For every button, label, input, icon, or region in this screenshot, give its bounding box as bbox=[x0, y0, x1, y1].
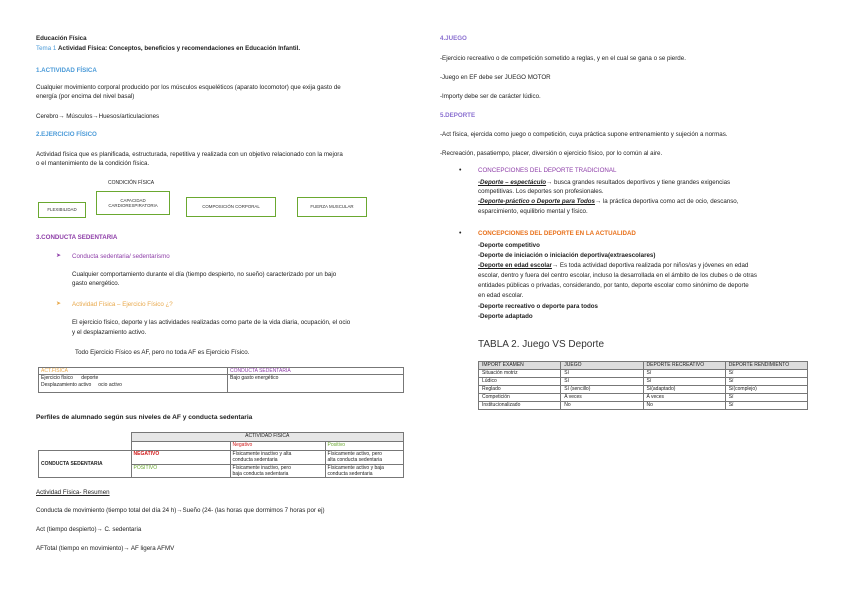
s3-note: Todo Ejercicio Físico es AF, pero no toda AF es Ejercicio Físico. bbox=[75, 349, 250, 356]
diagram-box-composition: COMPOSICIÓN CORPORAL bbox=[186, 197, 276, 217]
profiles-negative-row: NEGATIVO bbox=[131, 451, 230, 465]
diagram-box-capacity bbox=[96, 191, 170, 215]
s3-b1-text-2: gasto energético. bbox=[72, 280, 120, 287]
table-header-cell: DEPORTE RENDIMIENTO bbox=[725, 362, 807, 370]
profiles-af-header: ACTIVIDAD FÍSICA bbox=[131, 433, 404, 442]
table-row bbox=[479, 394, 808, 402]
arrow-bullet-icon: ➤ bbox=[56, 301, 62, 307]
af-item: Ejercicio físico bbox=[41, 375, 73, 382]
table-cell: No bbox=[643, 402, 725, 410]
profiles-row-label: CONDUCTA SEDENTARIA bbox=[39, 451, 132, 478]
s1-text-line-2: energía (por encima del nivel basal) bbox=[36, 93, 135, 100]
profile-text: alta conducta sedentaria bbox=[327, 457, 382, 464]
capacity-line-2: CARDIORESPIRATORIA bbox=[108, 203, 158, 208]
sedentary-header: CONDUCTA SEDENTARIA bbox=[228, 368, 404, 375]
arrow-right-icon: → bbox=[96, 526, 103, 533]
table-header-cell: IMPORT EXAMEN bbox=[479, 362, 561, 370]
table-cell: Sí bbox=[725, 394, 807, 402]
table-cell: Competición bbox=[479, 394, 561, 402]
summary-title: Actividad Física- Resumen bbox=[36, 489, 110, 496]
arrow-right-icon: → bbox=[551, 262, 559, 269]
profiles-title: Perfiles de alumnado según sus niveles de AF y conducta sedentaria bbox=[36, 414, 253, 421]
section-2-title: 2.EJERCICIO FÍSICO bbox=[36, 131, 97, 138]
table-row bbox=[479, 370, 808, 378]
act-term: -Deporte en edad escolar bbox=[478, 262, 552, 269]
profiles-positive-row: POSITIVO bbox=[131, 464, 230, 478]
s4-line-1: -Ejercicio recreativo o de competición sometido a reglas, y en el cual se gana o se pierde. bbox=[440, 55, 686, 62]
arrow-right-icon: → bbox=[595, 198, 602, 205]
act-2: -Deporte de iniciación o iniciación deportiva(extraescolares) bbox=[478, 252, 656, 259]
profile-text: baja conducta sedentaria bbox=[232, 470, 289, 477]
s1-text-line-1: Cualquier movimiento corporal producido por los músculos esqueléticos (aparato locomotor) que exija gasto de bbox=[36, 84, 341, 91]
section-3-title: 3.CONDUCTA SEDENTARIA bbox=[36, 234, 118, 241]
capacity-line-1: CAPACIDAD bbox=[120, 197, 146, 203]
af-item: ocio activo bbox=[98, 381, 122, 388]
diagram-box-flexibility: FLEXIBILIDAD bbox=[38, 202, 86, 218]
arrow-right-icon: → bbox=[123, 545, 130, 552]
table-cell: Institucionalizado bbox=[479, 402, 561, 410]
profiles-table bbox=[38, 432, 404, 478]
table-cell: Situación motriz bbox=[479, 370, 561, 378]
af-sedentary-table bbox=[38, 367, 404, 393]
table-cell: No bbox=[561, 402, 643, 410]
s2-text-line-1: Actividad física que es planificada, estructurada, repetitiva y realizada con un objetivo relacionado con la mejora bbox=[36, 151, 343, 158]
s4-line-2: -Juego en EF debe ser JUEGO MOTOR bbox=[440, 74, 551, 81]
af-item: deporte bbox=[81, 375, 99, 382]
profile-cell bbox=[325, 451, 404, 465]
profile-text: conducta sedentaria bbox=[327, 470, 373, 477]
act-5: -Deporte adaptado bbox=[478, 313, 533, 320]
table-cell: Sí bbox=[725, 370, 807, 378]
bullet-dot-icon: • bbox=[459, 230, 462, 237]
act-3 bbox=[478, 262, 748, 270]
s3-bullet-1: Conducta sedentaria/ sedentarismo bbox=[72, 253, 170, 260]
summary-text: Act (tiempo despierto) bbox=[36, 526, 97, 533]
table-cell: Sí bbox=[561, 378, 643, 386]
act-1: -Deporte competitivo bbox=[478, 242, 540, 249]
profiles-positive-col: Positivo bbox=[325, 442, 404, 451]
table2-title: TABLA 2. Juego VS Deporte bbox=[478, 339, 605, 350]
summary-text: Sueño (24- (las horas que dormimos 7 horas por ej) bbox=[182, 507, 325, 514]
profile-text: Físicamente activo y baja bbox=[327, 464, 384, 471]
section-4-title: 4.JUEGO bbox=[440, 35, 467, 42]
af-header: ACT.FÍSICA bbox=[39, 368, 228, 375]
trad-term: -Deporte-práctico o Deporte para Todos bbox=[478, 198, 596, 205]
act-text: Es toda actividad deportiva realizada por niños/as y jóvenes en edad bbox=[559, 262, 749, 269]
act-3e: en edad escolar. bbox=[478, 292, 524, 299]
table-header-cell: DEPORTE RECREATIVO bbox=[643, 362, 725, 370]
table-cell: Sí(complejo) bbox=[725, 386, 807, 394]
arrow-right-icon: → bbox=[58, 113, 65, 120]
s2-text-line-2: o el mantenimiento de la condición física. bbox=[36, 160, 150, 167]
s3-b2-text-2: y el desplazamiento activo. bbox=[72, 329, 147, 336]
theme-label: Tema 1 bbox=[36, 45, 57, 52]
table-cell: Sí bbox=[643, 378, 725, 386]
trad-text: busca grandes resultados deportivos y tiene grandes exigencias bbox=[554, 179, 731, 186]
summary-text: C. sedentaria bbox=[104, 526, 142, 533]
table-row bbox=[479, 402, 808, 410]
arrow-right-icon: → bbox=[546, 179, 553, 186]
act-3d: entidades públicas o privadas, considerando, por tanto, deporte escolar como sinónimo de deporte bbox=[478, 282, 749, 289]
table-row bbox=[479, 378, 808, 386]
profile-cell bbox=[230, 464, 325, 478]
arrow-bullet-icon: ➤ bbox=[56, 253, 62, 259]
summary-text: AFTotal (tiempo en movimiento) bbox=[36, 545, 124, 552]
arrow-right-icon: → bbox=[92, 113, 99, 120]
profile-cell bbox=[325, 464, 404, 478]
s4-line-3: -Importy debe ser de carácter lúdico. bbox=[440, 93, 541, 100]
section-5-title: 5.DEPORTE bbox=[440, 112, 476, 119]
chain-bones: Huesos/articulaciones bbox=[98, 113, 160, 120]
summary-line-2 bbox=[36, 526, 141, 534]
table-cell: Sí bbox=[643, 370, 725, 378]
profile-text: Físicamente inactivo y alta bbox=[232, 451, 292, 457]
trad-2c: esparcimiento, equilibrio mental y físico. bbox=[478, 208, 588, 215]
summary-text: Conducta de movimiento (tiempo total del día 24 h) bbox=[36, 507, 177, 514]
s5-line-2: -Recreación, pasatiempo, placer, diversión o ejercicio físico, por lo común al aire. bbox=[440, 150, 663, 157]
profile-cell bbox=[230, 451, 325, 465]
theme-title: Actividad Física: Conceptos, beneficios y recomendaciones en Educación Infantil. bbox=[58, 45, 301, 52]
summary-line-3 bbox=[36, 545, 174, 553]
section-1-title: 1.ACTIVIDAD FÍSICA bbox=[36, 67, 97, 74]
af-item: Desplazamiento activo bbox=[41, 381, 92, 388]
diagram-title: CONDICIÓN FÍSICA bbox=[108, 180, 155, 186]
summary-text: AF ligera AFMV bbox=[130, 545, 175, 552]
act-3c: escolar, dentro y fuera del centro escolar, incluso la desarrollada en el ámbito de los clubes o de otras bbox=[478, 272, 757, 279]
diagram-box-strength: FUERZA MUSCULAR bbox=[297, 197, 367, 217]
table-cell: Reglado bbox=[479, 386, 561, 394]
summary-line-1 bbox=[36, 507, 325, 515]
table-cell: Sí (sencillo) bbox=[561, 386, 643, 394]
s3-b1-text-1: Cualquier comportamiento durante el día (tiempo despierto, no sueño) caracterizado por un bajo bbox=[72, 271, 337, 278]
trad-term: -Deporte – espectáculo bbox=[478, 179, 547, 186]
profile-text: Físicamente activo, pero bbox=[327, 451, 382, 457]
table-cell: Sí bbox=[725, 402, 807, 410]
juego-deporte-table bbox=[478, 361, 808, 410]
trad-title: CONCEPCIONES DEL DEPORTE TRADICIONAL bbox=[478, 167, 617, 174]
table-header-row bbox=[479, 362, 808, 370]
s3-bullet-2: Actividad Física – Ejercicio Físico ¿? bbox=[72, 301, 173, 308]
table-cell: Sí bbox=[561, 370, 643, 378]
table-cell: A veces bbox=[643, 394, 725, 402]
sedentary-cell: Bajo gasto energético bbox=[228, 375, 404, 393]
bullet-dot-icon: • bbox=[459, 167, 462, 174]
act-4: -Deporte recreativo o deporte para todos bbox=[478, 303, 598, 310]
profile-text: Físicamente inactivo, pero bbox=[232, 464, 291, 471]
chain-brain: Cerebro bbox=[36, 113, 59, 120]
profiles-negative-col: Negativo bbox=[230, 442, 325, 451]
table-cell: Lúdico bbox=[479, 378, 561, 386]
table-row bbox=[479, 386, 808, 394]
act-title: CONCEPCIONES DEL DEPORTE EN LA ACTUALIDAD bbox=[478, 230, 636, 237]
s3-b2-text-1: El ejercicio físico, deporte y las actividades realizadas como parte de la vida diaria, ocupación, el ocio bbox=[72, 319, 351, 326]
trad-2 bbox=[478, 198, 738, 206]
table-cell: A veces bbox=[561, 394, 643, 402]
table-cell: Sí bbox=[725, 378, 807, 386]
trad-1c: competitivas. Los deportes son profesionales. bbox=[478, 188, 604, 195]
table-cell: Sí(adaptado) bbox=[643, 386, 725, 394]
s5-line-1: -Act física, ejercida como juego o competición, cuya práctica supone entrenamiento y sujeción a normas. bbox=[440, 131, 728, 138]
table-header-cell: JUEGO bbox=[561, 362, 643, 370]
s1-chain bbox=[36, 113, 159, 121]
chain-muscles: Músculos bbox=[66, 113, 93, 120]
subject-title: Educación Física bbox=[36, 35, 87, 42]
profile-text: conducta sedentaria bbox=[232, 457, 278, 464]
trad-text: la práctica deportiva como act de ocio, descanso, bbox=[602, 198, 739, 205]
theme-heading bbox=[36, 45, 300, 53]
trad-1 bbox=[478, 179, 730, 187]
af-cell bbox=[39, 375, 228, 393]
arrow-right-icon: → bbox=[176, 507, 183, 514]
